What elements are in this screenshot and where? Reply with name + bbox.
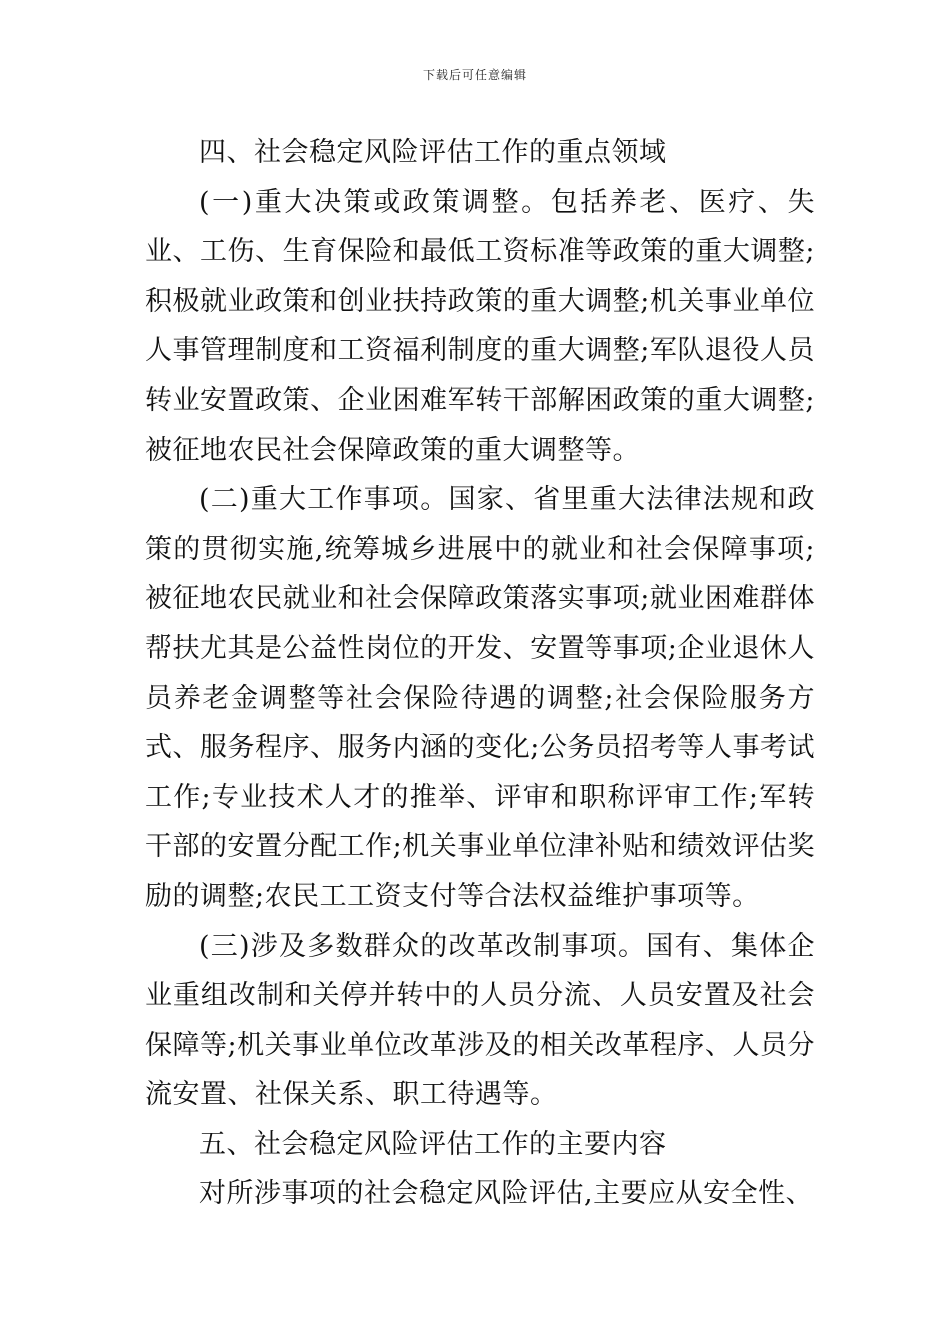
section-heading-4: 四、社会稳定风险评估工作的重点领域 <box>199 137 667 168</box>
section-heading-5: 五、社会稳定风险评估工作的主要内容 <box>199 1128 667 1160</box>
paragraph-assessment-content: 对所涉事项的社会稳定风险评估,主要应从安全性、 <box>199 1178 814 1210</box>
paragraph-policy-adjustment: (一)重大决策或政策调整。包括养老、医疗、失业、工伤、生育保险和最低工资标准等政策的重大调整;积极就业政策和创业扶持政策的重大调整;机关事业单位人事管理制度和工资福利制度的重大调整;军队退役人员转业安置政策、企业困难军转干部解困政策的重大调整;被征地农民社会保障政策的重大调整等。 <box>145 186 815 466</box>
header-note: 下载后可任意编辑 <box>422 68 527 82</box>
paragraph-reform-items: (三)涉及多数群众的改革改制事项。国有、集体企业重组改制和关停并转中的人员分流、人员安置及社会保障等;机关事业单位改革涉及的相关改革程序、人员分流安置、社保关系、职工待遇等。 <box>145 930 815 1111</box>
document-body <box>145 128 815 1219</box>
paragraph-major-work-items: (二)重大工作事项。国家、省里重大法律法规和政策的贯彻实施,统筹城乡进展中的就业和社会保障事项;被征地农民就业和社会保障政策落实事项;就业困难群体帮扶尤其是公益性岗位的开发、安置等事项;企业退休人员养老金调整等社会保险待遇的调整;社会保险服务方式、服务程序、服务内涵的变化;公务员招考等人事考试工作;专业技术人才的推举、评审和职称评审工作;军转干部的安置分配工作;机关事业单位津补贴和绩效评估奖励的调整;农民工工资支付等合法权益维护事项等。 <box>145 484 815 912</box>
